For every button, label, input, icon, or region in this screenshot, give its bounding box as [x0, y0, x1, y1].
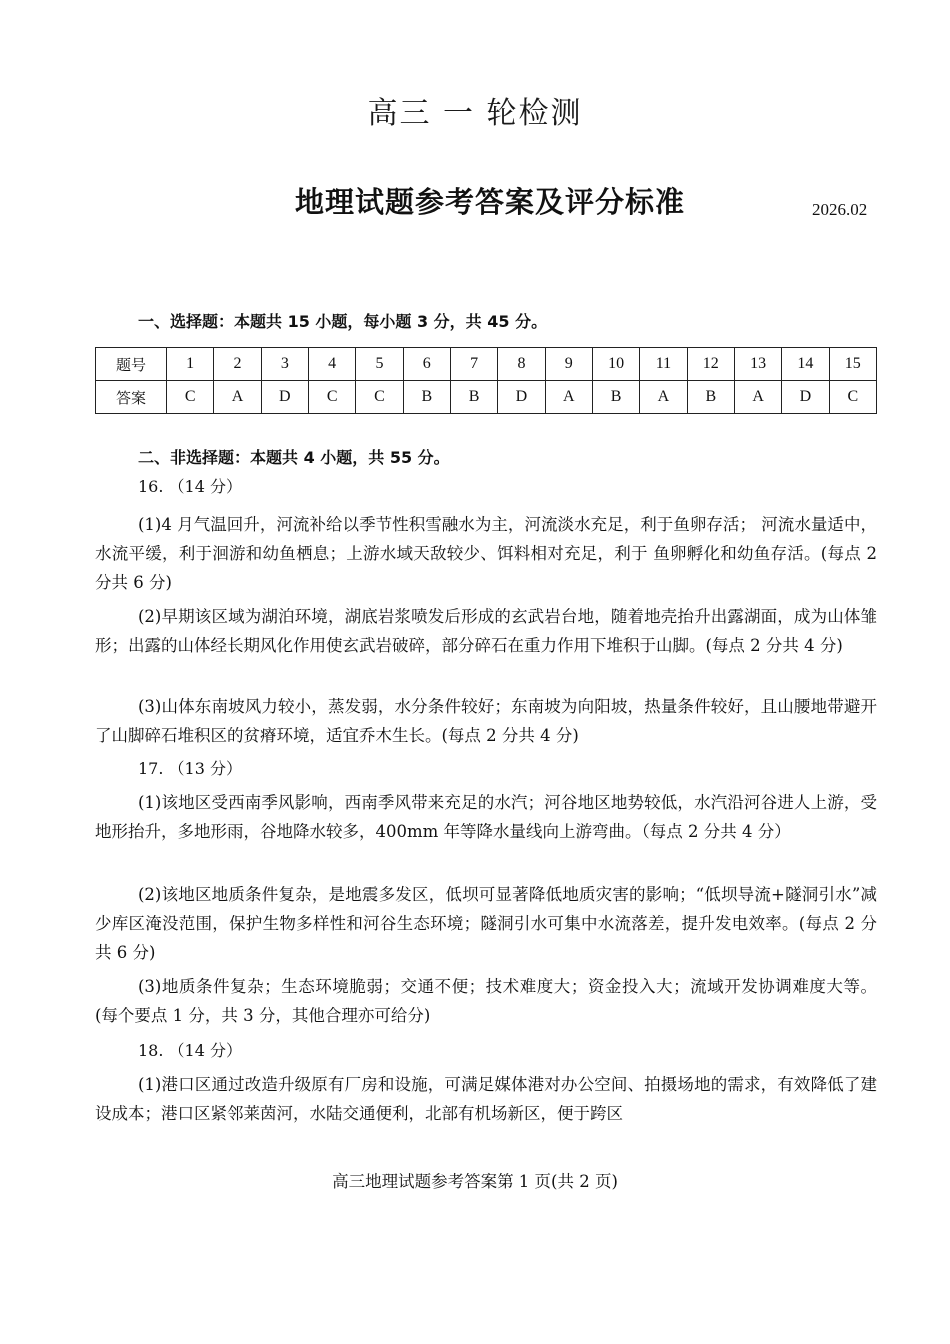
answer-cell: A: [734, 381, 781, 414]
answer-cell: C: [167, 381, 214, 414]
answer-cell: B: [687, 381, 734, 414]
question-number: 6: [403, 348, 450, 381]
row-label-answers: 答案: [96, 381, 167, 414]
q16-answer-3: (3)山体东南坡风力较小，蒸发弱，水分条件较好；东南坡为向阳坡，热量条件较好，且山腰地带避开了山脚碎石堆积区的贫瘠环境，适宜乔木生长。(每点 2 分共 4 分): [95, 697, 877, 745]
section2-heading: 二、非选择题：本题共 4 小题，共 55 分。: [138, 448, 450, 467]
document-date: 2026.02: [812, 200, 868, 219]
question-number: 7: [450, 348, 497, 381]
q17-title: 17. （13 分）: [138, 759, 242, 778]
answer-cell: A: [214, 381, 261, 414]
question-number: 1: [167, 348, 214, 381]
question-number: 2: [214, 348, 261, 381]
answer-cell: D: [498, 381, 545, 414]
q17-answer-1: (1)该地区受西南季风影响，西南季风带来充足的水汽；河谷地区地势较低，水汽沿河谷进人上游，受地形抬升，多地形雨，谷地降水较多，400mm 年等降水量线向上游弯曲。（每点 2 分共 4 分）: [95, 793, 877, 841]
question-number: 13: [734, 348, 781, 381]
answer-cell: A: [640, 381, 687, 414]
row-label-numbers: 题号: [96, 348, 167, 381]
answer-table: [95, 347, 877, 414]
q18-title: 18. （14 分）: [138, 1041, 242, 1060]
question-number: 8: [498, 348, 545, 381]
question-number: 5: [356, 348, 403, 381]
question-number: 15: [829, 348, 876, 381]
question-number: 11: [640, 348, 687, 381]
answer-cell: C: [308, 381, 355, 414]
question-number: 3: [261, 348, 308, 381]
q17-answer-2: (2)该地区地质条件复杂，是地震多发区，低坝可显著降低地质灾害的影响；“低坝导流+隧洞引水”减少库区淹没范围，保护生物多样性和河谷生态环境；隧洞引水可集中水流落差，提升发电效率。(每点 2 分共 6 分): [95, 885, 877, 962]
answer-row: [96, 381, 877, 414]
answer-cell: C: [356, 381, 403, 414]
section1-heading: 一、选择题：本题共 15 小题，每小题 3 分，共 45 分。: [138, 312, 548, 331]
document-title: 地理试题参考答案及评分标准: [294, 185, 685, 219]
answer-cell: B: [592, 381, 639, 414]
question-number: 12: [687, 348, 734, 381]
question-number-row: [96, 348, 877, 381]
answer-cell: A: [545, 381, 592, 414]
question-number: 10: [592, 348, 639, 381]
q16-answer-1: (1)4 月气温回升，河流补给以季节性积雪融水为主，河流淡水充足，利于鱼卵存活； 河流水量适中，水流平缓，利于洄游和幼鱼栖息；上游水域天敌较少、饵料相对充足，利于 鱼卵孵化和幼鱼存活。(每点 2 分共 6 分): [95, 515, 877, 592]
answer-cell: B: [450, 381, 497, 414]
answer-cell: D: [782, 381, 829, 414]
question-number: 4: [308, 348, 355, 381]
answer-cell: D: [261, 381, 308, 414]
exam-series-title: 高三 一 轮检测: [367, 96, 583, 131]
answer-cell: B: [403, 381, 450, 414]
q18-answer-1: (1)港口区通过改造升级原有厂房和设施，可满足媒体港对办公空间、拍摄场地的需求，有效降低了建设成本；港口区紧邻莱茵河，水陆交通便利，北部有机场新区，便于跨区: [95, 1075, 877, 1123]
question-number: 9: [545, 348, 592, 381]
q16-answer-2: (2)早期该区域为湖泊环境，湖底岩浆喷发后形成的玄武岩台地，随着地壳抬升出露湖面，成为山体雏形；出露的山体经长期风化作用使玄武岩破碎，部分碎石在重力作用下堆积于山脚。(每点 2 分共 4 分): [95, 607, 877, 655]
q17-answer-3: (3)地质条件复杂；生态环境脆弱；交通不便；技术难度大；资金投入大；流域开发协调难度大等。(每个要点 1 分，共 3 分，其他合理亦可给分): [95, 977, 877, 1025]
question-number: 14: [782, 348, 829, 381]
page-footer: 高三地理试题参考答案第 1 页(共 2 页): [332, 1172, 618, 1191]
q16-title: 16. （14 分）: [138, 477, 242, 496]
answer-cell: C: [829, 381, 876, 414]
